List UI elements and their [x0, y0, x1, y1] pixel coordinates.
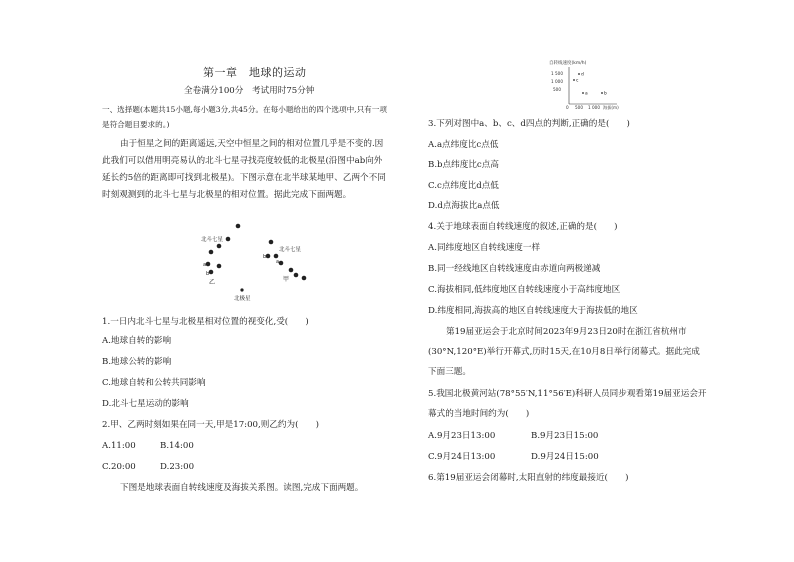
q5-option-a: A.9月23日13:00 — [428, 431, 496, 441]
star-a — [274, 254, 279, 259]
q5-option-c: C.9月24日13:00 — [428, 452, 496, 462]
q4-stem: 4.关于地球表面自转线速度的叙述,正确的是( ) — [428, 222, 618, 232]
q2-option-d: D.23:00 — [160, 462, 195, 472]
y-axis-label: 自转线速度(km/h) — [549, 61, 587, 66]
point-c-label: c — [576, 78, 579, 84]
q3-option-d: D.d点海拔比a点低 — [428, 201, 500, 211]
star — [236, 224, 241, 229]
q2-option-c: C.20:00 — [102, 462, 136, 472]
page-title: 第一章 地球的运动 — [203, 66, 307, 79]
point-d-label: d — [581, 72, 584, 78]
star — [279, 261, 284, 266]
q4-option-c: C.海拔相同,低纬度地区自转线速度小于高纬度地区 — [428, 285, 621, 295]
point-a-label: a — [585, 91, 588, 97]
x-tick: 500 — [575, 105, 583, 110]
q5-option-d: D.9月24日15:00 — [531, 452, 599, 462]
x-axis-label: 海拔(m) — [603, 105, 619, 110]
q3-option-a: A.a点纬度比c点低 — [428, 140, 499, 150]
q4-option-b: B.同一经线地区自转线速度由赤道向两极递减 — [428, 264, 601, 274]
section-header-cont: 是符合题目要求的。) — [102, 120, 170, 129]
y-tick: 1 500 — [551, 71, 563, 76]
dipper-jia — [266, 240, 307, 281]
q6-stem: 6.第19届亚运会闭幕时,太阳直射的纬度最接近( ) — [428, 473, 629, 483]
intro1-line3: 延长约5倍的距离即可找到北极星)。下图示意在北半球某地甲、乙两个不同 — [102, 173, 386, 183]
point-a — [582, 92, 584, 94]
polaris-label: 北极星 — [234, 296, 251, 302]
label-yi: 乙 — [209, 279, 216, 286]
q1-stem: 1.一日内北斗七星与北极星相对位置的视变化,受( ) — [102, 317, 309, 327]
y-tick: 500 — [553, 87, 561, 92]
intro3-line2: (30°N,120°E)举行开幕式,历时15天,在10月8日举行闭幕式。据此完成 — [428, 347, 700, 357]
y-tick: 1 000 — [551, 79, 563, 84]
q5-stem: 5.我国北极黄河站(78°55′N,11°56′E)科研人员同步观看第19届亚运会开 — [428, 389, 707, 399]
label-b: b — [206, 271, 210, 277]
q1-option-b: B.地球公转的影响 — [102, 357, 172, 367]
label-a: a — [203, 262, 207, 268]
star — [269, 240, 274, 245]
exam-meta: 全卷满分100分 考试用时75分钟 — [184, 86, 315, 96]
intro1-line2: 此我们可以借用明亮易认的北斗七星寻找亮度较低的北极星(沿图中ab向外 — [102, 156, 383, 166]
star — [217, 244, 222, 249]
beidou-label-left: 北斗七星 — [201, 237, 224, 243]
label-b: b — [263, 254, 267, 260]
polaris-star — [240, 288, 243, 291]
intro2: 下图是地球表面自转线速度及海拔关系图。读图,完成下面两题。 — [120, 483, 364, 493]
star — [217, 264, 222, 269]
intro1-line1: 由于恒星之间的距离遥远,天空中恒星之间的相对位置几乎是不变的.因 — [120, 139, 384, 149]
q5-option-b: B.9月23日15:00 — [531, 431, 599, 441]
q2-option-b: B.14:00 — [160, 441, 194, 451]
intro3-line3: 下面三题。 — [428, 367, 471, 377]
x-tick: 0 — [566, 105, 569, 110]
label-jia: 甲 — [283, 276, 290, 283]
velocity-elevation-chart — [545, 58, 635, 110]
q4-option-a: A.同纬度地区自转线速度一样 — [428, 243, 541, 253]
point-b-label: b — [604, 91, 607, 97]
x-tick: 1 000 — [588, 105, 600, 110]
dipper-yi — [206, 224, 241, 275]
q1-option-a: A.地球自转的影响 — [102, 336, 172, 346]
star — [302, 276, 307, 281]
q3-option-c: C.c点纬度比d点低 — [428, 181, 499, 191]
star — [289, 268, 294, 273]
star-a — [206, 262, 211, 267]
q5-stem-cont: 幕式的当地时间约为( ) — [428, 409, 530, 419]
big-dipper-figure — [195, 218, 325, 308]
q4-option-d: D.纬度相同,海拔高的地区自转线速度大于海拔低的地区 — [428, 306, 638, 316]
point-b — [601, 92, 603, 94]
q3-option-b: B.b点纬度比c点高 — [428, 160, 499, 170]
section-header: 一、选择题(本题共15小题,每小题3分,共45分。在每小题给出的四个选项中,只有一项 — [102, 105, 387, 114]
intro1-line4: 时刻观测到的北斗七星与北极星的相对位置。据此完成下面两题。 — [102, 190, 352, 200]
q3-stem: 3.下列对图中a、b、c、d四点的判断,正确的是( ) — [428, 119, 630, 129]
star — [226, 237, 231, 242]
point-c — [573, 79, 575, 81]
star-b — [266, 254, 271, 259]
point-d — [578, 73, 580, 75]
beidou-label-right: 北斗七星 — [279, 247, 302, 253]
q1-option-d: D.北斗七星运动的影响 — [102, 399, 189, 409]
star — [294, 273, 299, 278]
q2-stem: 2.甲、乙两时刻如果在同一天,甲是17:00,则乙约为( ) — [102, 420, 320, 430]
star — [209, 250, 214, 255]
q1-option-c: C.地球自转和公转共同影响 — [102, 378, 206, 388]
intro3-line1: 第19届亚运会于北京时间2023年9月23日20时在浙江省杭州市 — [446, 327, 687, 337]
label-a: a — [276, 259, 280, 265]
q2-option-a: A.11:00 — [102, 441, 136, 451]
star-b — [209, 270, 214, 275]
